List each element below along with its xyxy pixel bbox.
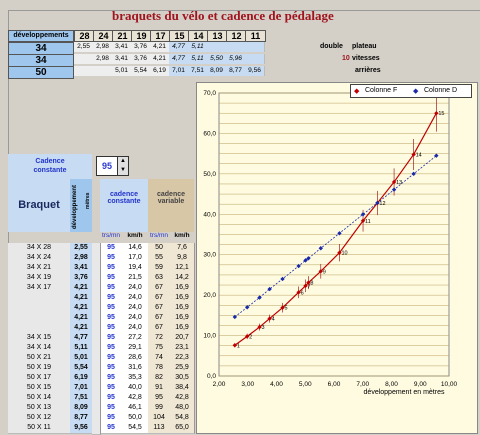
row-cell: 8,77 — [70, 413, 93, 424]
row-cell: 74 — [148, 353, 171, 364]
row-cell: 38,4 — [170, 383, 195, 394]
row-cell: 82 — [148, 373, 171, 384]
table-row — [8, 413, 194, 423]
row-cell: 40,0 — [122, 383, 149, 394]
point-label: 11 — [365, 218, 371, 225]
row-cell: 50 X 21 — [8, 353, 71, 364]
row-cell: 4,21 — [70, 323, 93, 334]
legend-marker-d: ◆ — [413, 88, 419, 95]
table-row — [8, 313, 194, 323]
table-row — [8, 343, 194, 353]
row-cell: 5,11 — [70, 343, 93, 354]
table-row — [8, 403, 194, 413]
row-cell: 95 — [100, 333, 123, 344]
row-cell: 34 X 14 — [8, 343, 71, 354]
row-cell: 27,2 — [122, 333, 149, 344]
dev-cell: 5,11 — [188, 54, 208, 64]
row-cell: 4,21 — [70, 283, 93, 294]
row-cell: 67 — [148, 313, 171, 324]
row-cell: 9,8 — [170, 253, 195, 264]
legend-10: 10 — [342, 55, 350, 62]
y-tick-label: 10,0 — [203, 332, 216, 340]
table-row — [8, 263, 194, 273]
row-cell: 16,9 — [170, 303, 195, 314]
chainring-34-b[interactable]: 34 — [8, 54, 74, 67]
sprocket-15: 15 — [169, 30, 190, 42]
row-cell: 55 — [148, 253, 171, 264]
x-tick-label: 8,00 — [385, 381, 398, 388]
row-cell: 95 — [100, 343, 123, 354]
row-cell: 22,3 — [170, 353, 195, 364]
y-tick-label: 0,0 — [206, 373, 216, 380]
row-cell: 24,0 — [122, 313, 149, 324]
row-cell: 67 — [148, 323, 171, 334]
x-tick-label: 6,00 — [327, 381, 341, 388]
dev-cell: 4,21 — [150, 42, 170, 52]
kmh-header-const: km/h — [127, 232, 143, 239]
row-cell: 4,21 — [70, 303, 93, 314]
table-row — [8, 393, 194, 403]
cadence-variable-header: cadence variable — [148, 179, 194, 232]
point-label: 1 — [236, 343, 240, 350]
y-tick-label: 70,0 — [203, 90, 216, 97]
table-row — [8, 293, 194, 303]
row-cell: 67 — [148, 303, 171, 314]
x-tick-label: 9,00 — [413, 381, 427, 388]
row-cell: 12,1 — [170, 263, 195, 274]
dev-cell: 5,01 — [112, 66, 132, 76]
row-cell: 34 X 17 — [8, 283, 71, 294]
row-cell: 20,7 — [170, 333, 195, 344]
point-label: 2 — [249, 334, 253, 341]
dev-cell: 3,41 — [112, 54, 132, 64]
row-cell: 104 — [148, 413, 171, 424]
row-cell: 50 X 19 — [8, 363, 71, 374]
dev-cell — [74, 54, 94, 64]
dev-header-text: développement — [72, 184, 78, 229]
dev-cell: 4,21 — [150, 54, 170, 64]
legend-vitesses: vitesses — [352, 55, 380, 62]
row-cell: 24,0 — [122, 283, 149, 294]
table-row — [8, 273, 194, 283]
dev-cell: 5,11 — [188, 42, 208, 52]
dev-cell — [207, 42, 227, 52]
cadence-label-line2: constante — [33, 167, 67, 174]
row-cell: 21,5 — [122, 273, 149, 284]
row-cell: 30,5 — [170, 373, 195, 384]
dev-cell — [226, 42, 246, 52]
legend-marker-f: ◆ — [354, 88, 360, 95]
row-cell: 35,3 — [122, 373, 149, 384]
row-cell: 50 X 12 — [8, 413, 71, 424]
point-label: 15 — [438, 111, 445, 118]
row-cell: 34 X 15 — [8, 333, 71, 344]
x-tick-label: 10,00 — [440, 381, 458, 388]
row-cell: 17,0 — [122, 253, 149, 264]
row-cell: 16,9 — [170, 313, 195, 324]
row-cell: 29,1 — [122, 343, 149, 354]
row-cell: 48,0 — [170, 403, 195, 414]
row-cell: 95 — [100, 293, 123, 304]
cadence-constante-header: cadence constante — [100, 179, 148, 232]
row-cell: 3,41 — [70, 263, 93, 274]
row-cell: 95 — [100, 373, 123, 384]
dev-cell: 2,98 — [93, 42, 113, 52]
point-label: 8 — [310, 280, 314, 287]
row-cell: 16,9 — [170, 323, 195, 334]
dev-unit-text: mètres — [85, 192, 91, 209]
row-cell: 95 — [100, 283, 123, 294]
row-cell: 95 — [148, 393, 171, 404]
row-cell: 91 — [148, 383, 171, 394]
row-cell: 4,77 — [70, 333, 93, 344]
cadence-label-line1: Cadence — [35, 158, 65, 165]
dev-cell: 2,55 — [74, 42, 94, 52]
table-row — [8, 283, 194, 293]
x-tick-label: 4,00 — [270, 381, 283, 388]
point-label: 9 — [322, 269, 326, 276]
dev-cell — [93, 66, 113, 76]
row-cell: 3,76 — [70, 273, 93, 284]
cadence-input[interactable]: 95 — [96, 156, 118, 176]
row-cell: 34 X 28 — [8, 243, 71, 254]
row-spacer — [92, 423, 101, 435]
row-cell: 16,9 — [170, 293, 195, 304]
row-cell: 54,8 — [170, 413, 195, 424]
y-tick-label: 40,0 — [203, 211, 216, 219]
sprocket-21: 21 — [112, 30, 133, 42]
row-cell: 46,1 — [122, 403, 149, 414]
dev-cell: 8,09 — [207, 66, 227, 76]
row-cell: 50,0 — [122, 413, 149, 424]
y-tick-label: 60,0 — [203, 130, 216, 138]
sprocket-17: 17 — [150, 30, 171, 42]
row-cell: 23,1 — [170, 343, 195, 354]
row-cell: 78 — [148, 363, 171, 374]
dev-cell: 3,76 — [131, 54, 151, 64]
row-cell: 50 — [148, 243, 171, 254]
row-cell: 4,21 — [70, 313, 93, 324]
dev-cell: 5,50 — [207, 54, 227, 64]
point-label: 5 — [284, 305, 288, 312]
dev-cell: 6,19 — [150, 66, 170, 76]
dev-cell — [245, 54, 265, 64]
y-tick-label: 20,0 — [203, 292, 216, 300]
table-row — [8, 243, 194, 253]
row-cell: 59 — [148, 263, 171, 274]
row-cell: 7,51 — [70, 393, 93, 404]
sprocket-24: 24 — [93, 30, 114, 42]
x-axis-label: développement en mètres — [363, 389, 445, 396]
row-cell: 95 — [100, 313, 123, 324]
row-cell: 24,0 — [122, 293, 149, 304]
row-cell: 2,98 — [70, 253, 93, 264]
braquet-header: Braquet — [8, 179, 70, 232]
dev-cell: 7,01 — [169, 66, 189, 76]
dev-cell: 5,54 — [131, 66, 151, 76]
row-cell: 50 X 17 — [8, 373, 71, 384]
row-cell: 95 — [100, 413, 123, 424]
dev-cell: 5,96 — [226, 54, 246, 64]
sprocket-19: 19 — [131, 30, 152, 42]
row-cell: 4,21 — [70, 293, 93, 304]
point-label: 3 — [261, 325, 265, 332]
row-cell: 95 — [100, 243, 123, 254]
dev-cell: 2,98 — [93, 54, 113, 64]
chart-svg — [197, 83, 477, 433]
kmh-header-var: km/h — [174, 232, 190, 239]
row-cell: 95 — [100, 403, 123, 414]
row-cell: 50 X 14 — [8, 393, 71, 404]
row-cell: 42,8 — [122, 393, 149, 404]
table-row — [8, 423, 194, 433]
trs-header-const: trs/mn — [101, 232, 121, 239]
dev-unit-header — [84, 179, 92, 232]
row-cell: 99 — [148, 403, 171, 414]
legend-arrieres: arrières — [355, 67, 381, 74]
x-tick-label: 3,00 — [241, 381, 255, 388]
row-cell: 95 — [100, 353, 123, 364]
row-cell: 113 — [148, 423, 171, 434]
point-label: 12 — [379, 200, 386, 207]
table-row — [8, 383, 194, 393]
point-label: 13 — [396, 179, 403, 186]
dev-cell — [74, 66, 94, 76]
point-label: 6 — [300, 290, 304, 297]
row-cell: 7,6 — [170, 243, 195, 254]
dev-cell: 4,77 — [169, 54, 189, 64]
legend-colonne-f: Colonne F — [365, 87, 398, 94]
row-cell: 34 X 19 — [8, 273, 71, 284]
row-cell: 95 — [100, 273, 123, 284]
point-label: 10 — [341, 250, 348, 257]
y-tick-label: 50,0 — [203, 170, 216, 178]
point-label: 7 — [307, 283, 311, 290]
row-cell: 24,0 — [122, 303, 149, 314]
chainring-50[interactable]: 50 — [8, 66, 74, 79]
table-row — [8, 373, 194, 383]
sprocket-28: 28 — [74, 30, 95, 42]
row-cell: 95 — [100, 263, 123, 274]
x-tick-label: 7,00 — [356, 381, 370, 388]
trs-header-var: trs/mn — [149, 232, 169, 239]
table-row — [8, 363, 194, 373]
legend-double: double — [320, 43, 343, 50]
row-cell: 95 — [100, 323, 123, 334]
table-row — [8, 253, 194, 263]
row-cell: 72 — [148, 333, 171, 344]
sprocket-12: 12 — [226, 30, 247, 42]
row-cell: 24,0 — [122, 323, 149, 334]
row-cell: 63 — [148, 273, 171, 284]
y-tick-label: 30,0 — [203, 251, 216, 259]
chainring-34-a[interactable]: 34 — [8, 42, 74, 55]
row-cell: 16,9 — [170, 283, 195, 294]
row-cell: 65,0 — [170, 423, 195, 434]
sprocket-14: 14 — [188, 30, 209, 42]
row-cell: 5,54 — [70, 363, 93, 374]
chart-legend — [350, 84, 472, 98]
row-cell: 8,09 — [70, 403, 93, 414]
sprocket-11: 11 — [245, 30, 266, 42]
row-cell: 7,01 — [70, 383, 93, 394]
row-cell: 5,01 — [70, 353, 93, 364]
point-label: 4 — [271, 316, 275, 323]
sprocket-13: 13 — [207, 30, 228, 42]
row-cell: 19,4 — [122, 263, 149, 274]
row-cell: 50 X 11 — [8, 423, 71, 434]
page-title: braquets du vélo et cadence de pédalage — [112, 8, 334, 23]
legend-plateau: plateau — [352, 43, 377, 50]
spin-up-button[interactable]: ▲ — [120, 158, 126, 164]
x-tick-label: 5,00 — [298, 381, 312, 388]
row-cell: 42,8 — [170, 393, 195, 404]
chart-area[interactable] — [196, 82, 478, 434]
table-row — [8, 353, 194, 363]
row-cell: 95 — [100, 303, 123, 314]
row-cell: 50 X 15 — [8, 383, 71, 394]
dev-cell — [245, 42, 265, 52]
table-row — [8, 303, 194, 313]
cadence-spinner[interactable] — [117, 156, 129, 176]
row-cell: 67 — [148, 283, 171, 294]
row-cell: 95 — [100, 423, 123, 434]
developpements-header: développements — [8, 30, 74, 42]
row-cell: 75 — [148, 343, 171, 354]
row-cell: 34 X 24 — [8, 253, 71, 264]
spin-down-button[interactable]: ▼ — [120, 167, 126, 173]
row-cell: 67 — [148, 293, 171, 304]
dev-cell: 3,41 — [112, 42, 132, 52]
dev-cell: 4,77 — [169, 42, 189, 52]
dev-cell: 9,56 — [245, 66, 265, 76]
row-cell: 50 X 13 — [8, 403, 71, 414]
row-cell: 95 — [100, 383, 123, 394]
table-row — [8, 333, 194, 343]
dev-cell: 3,76 — [131, 42, 151, 52]
row-cell: 25,9 — [170, 363, 195, 374]
legend-colonne-d: Colonne D — [424, 87, 458, 94]
row-cell: 95 — [100, 363, 123, 374]
row-cell: 2,55 — [70, 243, 93, 254]
row-cell: 9,56 — [70, 423, 93, 434]
row-cell: 95 — [100, 253, 123, 264]
dev-cell: 8,77 — [226, 66, 246, 76]
row-cell: 31,6 — [122, 363, 149, 374]
row-cell: 34 X 21 — [8, 263, 71, 274]
x-tick-label: 2,00 — [212, 381, 226, 388]
row-cell: 14,2 — [170, 273, 195, 284]
row-cell: 28,6 — [122, 353, 149, 364]
point-label: 14 — [415, 152, 422, 159]
row-cell: 6,19 — [70, 373, 93, 384]
dev-cell: 7,51 — [188, 66, 208, 76]
row-cell: 14,6 — [122, 243, 149, 254]
table-row — [8, 323, 194, 333]
row-cell: 95 — [100, 393, 123, 404]
dev-header — [70, 179, 84, 232]
row-cell: 54,5 — [122, 423, 149, 434]
